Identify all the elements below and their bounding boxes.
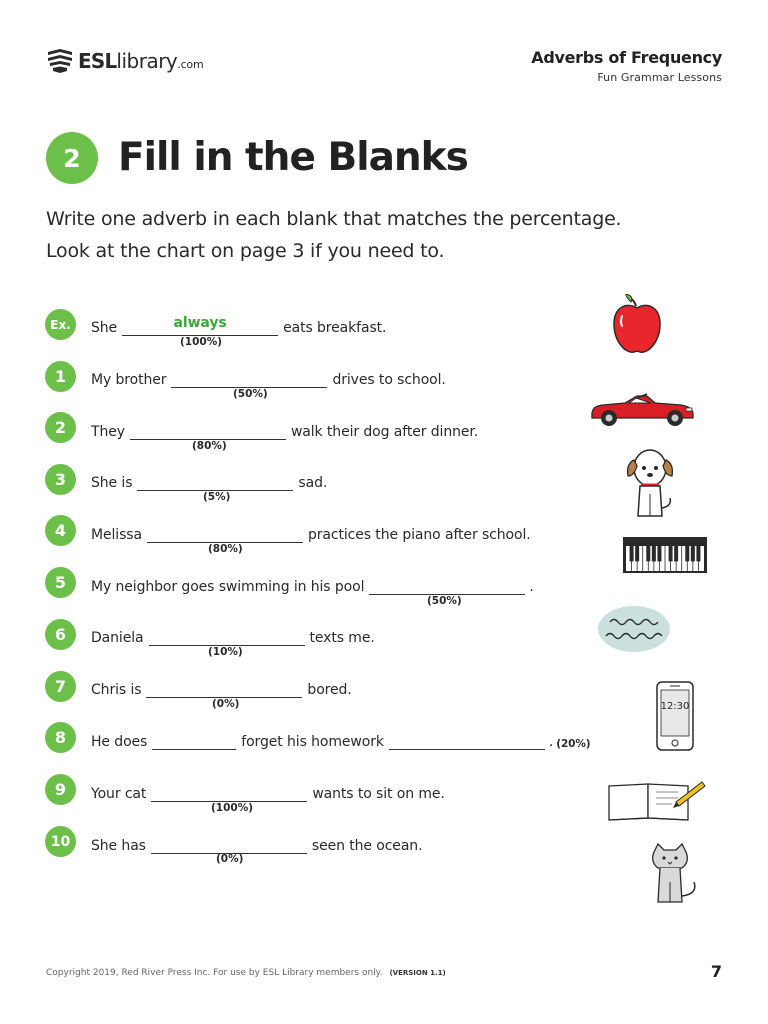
percentage-label: (80%): [208, 543, 243, 555]
exercise-line: [91, 467, 327, 491]
piano-keyboard-icon: [622, 536, 708, 574]
sentence-after: sad.: [298, 475, 328, 491]
apple-icon: [610, 294, 664, 356]
lesson-header: [531, 48, 722, 84]
percentage-label: (80%): [192, 440, 227, 452]
percentage-label: (100%): [180, 336, 223, 348]
percentage-label: (20%): [556, 738, 591, 750]
lesson-subtitle: Fun Grammar Lessons: [597, 71, 722, 84]
phone-icon: [655, 680, 695, 752]
item-number-badge: 4: [45, 515, 76, 546]
sentence-after: practices the piano after school.: [307, 527, 531, 543]
sentence-before: Chris is: [91, 682, 142, 698]
page-number: 7: [710, 962, 722, 981]
percentage-label: (50%): [427, 595, 462, 607]
item-number-badge: 2: [45, 412, 76, 443]
answer-blank[interactable]: [149, 628, 305, 646]
phone-clock-text: 12:30: [660, 701, 690, 712]
brand-logo: [46, 46, 203, 76]
book-pencil-icon: [606, 778, 706, 822]
exercise-line: [91, 778, 445, 802]
sentence-after: walk their dog after dinner.: [290, 424, 479, 440]
sentence-before: She has: [91, 838, 146, 854]
example-answer: always: [173, 315, 227, 331]
percentage-label: (5%): [203, 491, 231, 503]
sentence-after: seen the ocean.: [311, 838, 423, 854]
exercise-line: [91, 571, 534, 595]
cat-icon: [642, 842, 702, 906]
answer-blank[interactable]: [171, 370, 327, 388]
item-number-badge: 3: [45, 464, 76, 495]
exercise-line: [91, 312, 386, 336]
item-number-badge: 7: [45, 671, 76, 702]
sentence-before: Melissa: [91, 527, 142, 543]
percentage-label: (50%): [233, 388, 268, 400]
answer-blank[interactable]: [151, 836, 307, 854]
item-number-badge: 5: [45, 567, 76, 598]
exercise-line: [91, 519, 531, 543]
percentage-label: (100%): [211, 802, 254, 814]
sentence-after: .: [548, 734, 554, 750]
sentence-after: bored.: [307, 682, 352, 698]
sentence-middle: forget his homework: [241, 734, 384, 750]
answer-blank[interactable]: [389, 732, 545, 750]
sentence-before: She: [91, 320, 118, 336]
percentage-label: (10%): [208, 646, 243, 658]
item-number-badge: 8: [45, 722, 76, 753]
answer-blank[interactable]: [369, 577, 525, 595]
instruction-line-2: Look at the chart on page 3 if you need to.: [46, 240, 445, 262]
item-number-badge: Ex.: [45, 309, 76, 340]
exercise-line: [91, 364, 446, 388]
exercise-line: [91, 622, 375, 646]
brand-name: ESLlibrary.com: [78, 49, 204, 73]
exercise-line: [91, 416, 478, 440]
instruction-line-1: Write one adverb in each blank that matches the percentage.: [46, 208, 622, 230]
sentence-after: drives to school.: [332, 372, 446, 388]
answer-blank[interactable]: [137, 473, 293, 491]
percentage-label: (0%): [212, 698, 240, 710]
sentence-before: He does: [91, 734, 148, 750]
answer-blank[interactable]: [151, 784, 307, 802]
answer-blank[interactable]: [146, 680, 302, 698]
copyright-text: Copyright 2019, Red River Press Inc. For use by ESL Library members only.: [46, 968, 383, 978]
item-number-badge: 6: [45, 619, 76, 650]
answer-blank[interactable]: [130, 422, 286, 440]
item-number-badge: 9: [45, 774, 76, 805]
answer-blank[interactable]: [152, 732, 236, 750]
item-number-badge: 10: [45, 826, 76, 857]
sentence-after: wants to sit on me.: [312, 786, 445, 802]
car-icon: [589, 392, 695, 428]
version-label: (VERSION 1.1): [389, 969, 446, 977]
percentage-label: (0%): [216, 853, 244, 865]
sentence-before: Your cat: [91, 786, 147, 802]
sentence-before: Daniela: [91, 630, 144, 646]
answer-blank[interactable]: [147, 525, 303, 543]
answer-blank[interactable]: [122, 315, 278, 336]
lesson-title: Adverbs of Frequency: [531, 48, 722, 67]
sentence-after: texts me.: [309, 630, 375, 646]
dog-icon: [624, 446, 678, 520]
copyright-footer: [46, 968, 446, 978]
section-title: Fill in the Blanks: [118, 135, 468, 180]
sentence-before: She is: [91, 475, 133, 491]
esl-library-logo-icon: [46, 48, 74, 74]
sentence-before: My brother: [91, 372, 167, 388]
exercise-line: [91, 674, 352, 698]
sentence-after: .: [529, 579, 534, 595]
sentence-after: eats breakfast.: [283, 320, 387, 336]
item-number-badge: 1: [45, 361, 76, 392]
water-icon: [596, 604, 676, 654]
exercise-line: [91, 830, 422, 854]
section-number-badge: 2: [46, 132, 98, 184]
sentence-before: My neighbor goes swimming in his pool: [91, 579, 365, 595]
exercise-line: [91, 726, 590, 750]
sentence-before: They: [91, 424, 125, 440]
